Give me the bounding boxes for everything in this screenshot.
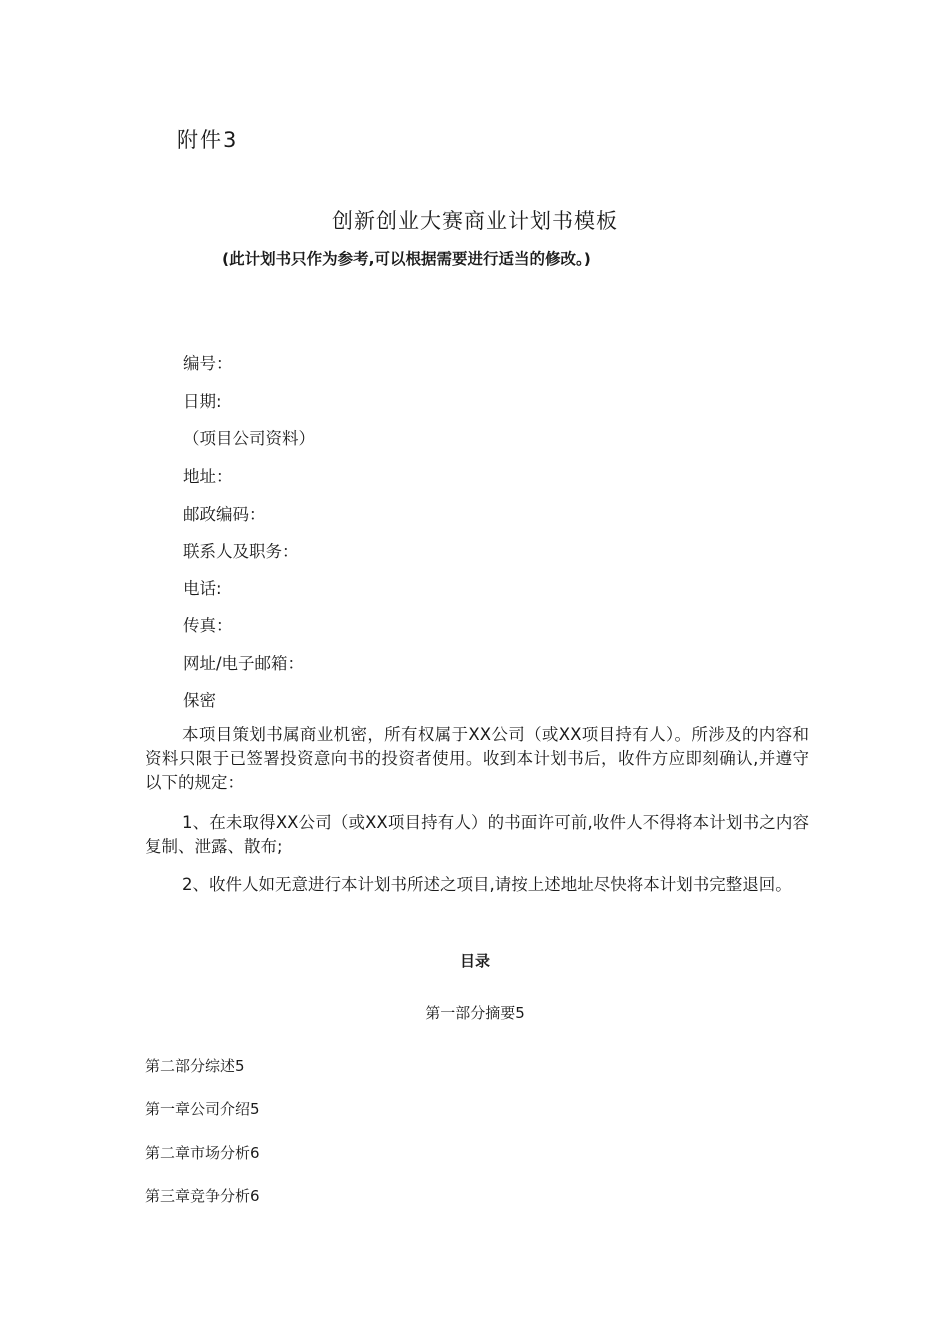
field-contact: 联系人及职务： [183, 542, 299, 561]
toc-item: 第一章公司介绍5 [145, 1100, 260, 1118]
toc-item: 第二章市场分析6 [145, 1144, 260, 1162]
confidential-rule-2: 2、收件人如无意进行本计划书所述之项目,请按上述地址尽快将本计划书完整退回。 [182, 875, 792, 894]
toc-item: 第二部分综述5 [145, 1057, 245, 1075]
toc-title: 目录 [459, 952, 490, 970]
field-number: 编号： [183, 354, 233, 373]
toc-item: 第三章竞争分析6 [145, 1187, 260, 1205]
confidential-rule-1: 1、在未取得XX公司（或XX项目持有人）的书面许可前,收件人不得将本计划书之内容复制、泄露、散布; [145, 813, 809, 856]
field-phone: 电话: [183, 579, 222, 598]
field-company-info: （项目公司资料） [183, 429, 315, 448]
field-fax: 传真： [183, 616, 233, 635]
field-postcode: 邮政编码： [183, 505, 266, 524]
document-subtitle: (此计划书只作为参考,可以根据需要进行适当的修改。) [222, 250, 591, 268]
field-website-email: 网址/电子邮箱： [183, 654, 305, 673]
field-date: 日期: [183, 392, 222, 411]
confidential-paragraph: 本项目策划书属商业机密，所有权属于XX公司（或XX项目持有人）。所涉及的内容和资料只限于已签署投资意向书的投资者使用。收到本计划书后，收件方应即刻确认,并遵守以下的规定： [145, 725, 809, 792]
annex-label: 附件3 [177, 128, 239, 152]
document-title: 创新创业大赛商业计划书模板 [332, 209, 618, 233]
toc-item: 第一部分摘要5 [425, 1004, 525, 1022]
field-address: 地址： [183, 467, 233, 486]
confidential-heading: 保密 [183, 691, 216, 710]
